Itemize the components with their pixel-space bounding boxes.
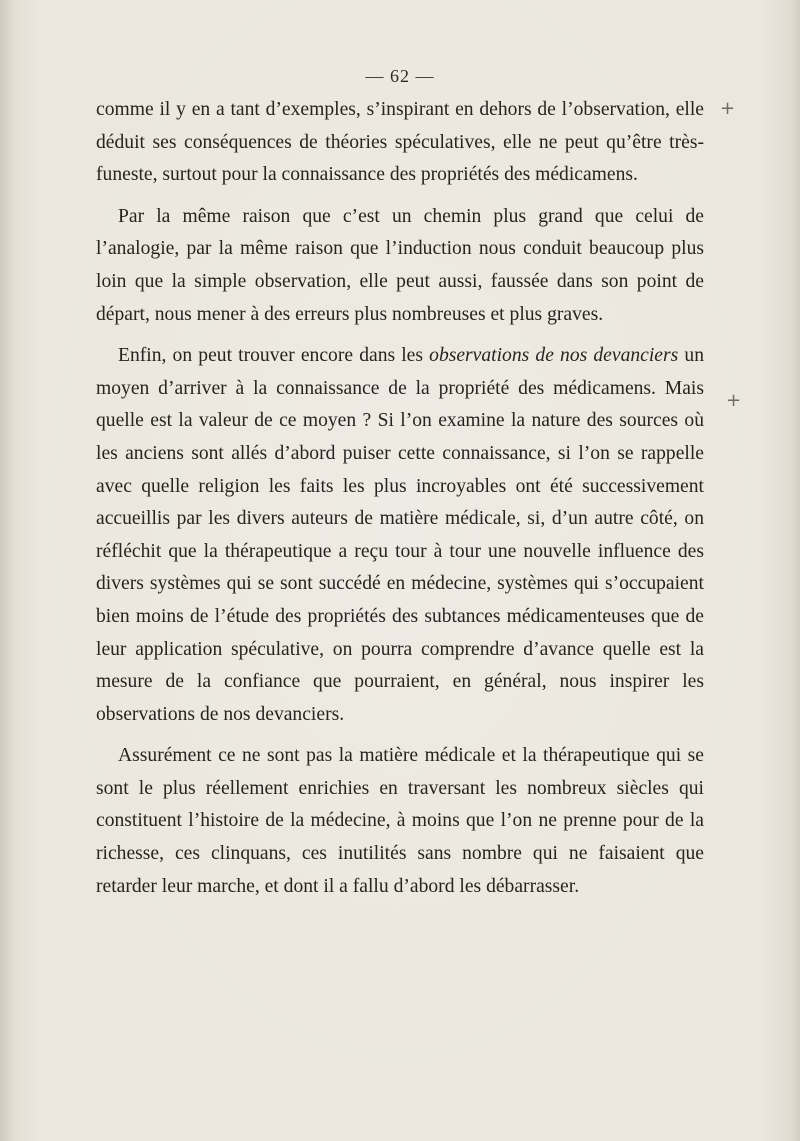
- emphasized-text: observations de nos devanciers: [429, 345, 679, 367]
- margin-annotation-mark: +: [726, 390, 742, 411]
- margin-annotation-mark: +: [720, 98, 736, 119]
- paragraph: Par la même raison que c’est un chemin plus grand que celui de l’analogie, par la même raison que l’induction nous conduit beaucoup plus loin que la simple observation, elle peut aussi, faussée dans son point de départ, nous mener à des erreurs plus nombreuses et plus graves.: [96, 205, 704, 325]
- page-number: — 62 —: [365, 66, 435, 86]
- body-text: [96, 94, 704, 912]
- paragraph-text: Enfin, on peut trouver encore dans les: [118, 345, 430, 367]
- paragraph: Assurément ce ne sont pas la matière médicale et la thérapeutique qui se sont le plus réellement enrichies en traversant les nombreux siècles qui constituent l’histoire de la médecine, à moins que l’on ne prenne pour de la richesse, ces clinquans, ces inutilités sans nombre qui ne faisaient que retarder leur marche, et dont il a fallu d’abord les débarrasser.: [96, 745, 704, 897]
- paragraph-text: un moyen d’arriver à la connaissance de la propriété des médicamens. Mais quelle est la valeur de ce moyen ? Si l’on examine la nature des sources où les anciens sont allés d’abord puiser cette connaissance, si l’on se rappelle avec quelle religion les faits les plus incroyables ont été successivement accueillis par les divers auteurs de matière médicale, si, d’un autre côté, on réfléchit que la thérapeutique a reçu tour à tour une nouvelle influence des divers systèmes qui se sont succédé en médecine, systèmes qui s’occupaient bien moins de l’étude des propriétés des subtances médicamenteuses que de leur application spéculative, on pourra comprendre d’avance quelle est la mesure de la confiance que pourraient, en général, nous inspirer les observations de nos devanciers.: [96, 345, 704, 725]
- paragraph: [96, 340, 704, 731]
- paragraph-continuation: comme il y en a tant d’exemples, s’inspirant en dehors de l’observation, elle déduit ses conséquences de théories spéculatives, elle ne peut qu’être très-funeste, surtout pour la connaissance des propriétés des médicamens.: [96, 99, 704, 186]
